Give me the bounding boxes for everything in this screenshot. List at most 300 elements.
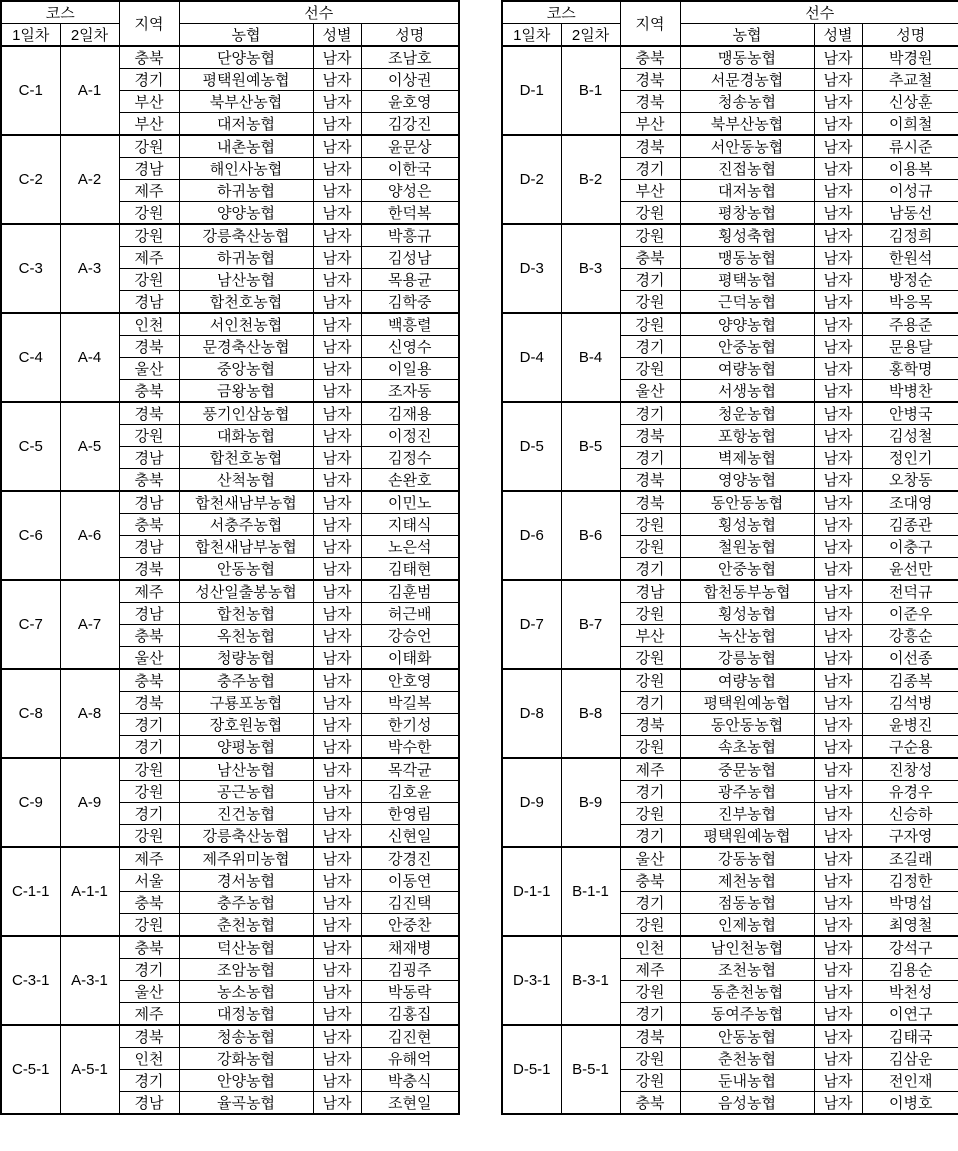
nonghyup-cell: 산척농협 [179,469,313,492]
region-cell: 충북 [119,669,179,692]
gender-cell: 남자 [313,269,361,291]
course-day1-cell: C-5 [1,402,60,491]
player-row [502,224,958,247]
course-day1-cell: C-1 [1,46,60,135]
player-name-cell: 한원석 [862,247,958,269]
player-name-cell: 이연구 [862,1003,958,1026]
player-row [1,402,459,425]
player-row [1,758,459,781]
gender-cell: 남자 [814,1092,862,1115]
player-row [1,1025,459,1048]
player-row [1,580,459,603]
player-name-cell: 김성철 [862,425,958,447]
player-name-cell: 백흥렬 [361,313,459,336]
gender-cell: 남자 [814,914,862,937]
region-cell: 울산 [620,380,680,403]
gender-cell: 남자 [313,91,361,113]
player-name-cell: 이병호 [862,1092,958,1115]
gender-cell: 남자 [313,291,361,314]
player-name-cell: 김종관 [862,514,958,536]
region-cell: 경기 [620,269,680,291]
player-name-cell: 안병국 [862,402,958,425]
nonghyup-cell: 둔내농협 [680,1070,814,1092]
region-cell: 제주 [119,1003,179,1026]
nonghyup-cell: 충주농협 [179,892,313,914]
player-row [502,936,958,959]
player-name-cell: 김종복 [862,669,958,692]
course-day1-cell: C-7 [1,580,60,669]
region-cell: 제주 [119,847,179,870]
player-name-cell: 전덕규 [862,580,958,603]
gender-cell: 남자 [313,914,361,937]
nonghyup-cell: 북부산농협 [179,91,313,113]
player-name-cell: 한영림 [361,803,459,825]
nonghyup-cell: 음성농협 [680,1092,814,1115]
region-cell: 강원 [620,291,680,314]
player-name-cell: 김재용 [361,402,459,425]
player-name-cell: 윤문상 [361,135,459,158]
player-name-cell: 조남호 [361,46,459,69]
region-cell: 경남 [119,1092,179,1115]
gender-cell: 남자 [313,714,361,736]
player-row [502,491,958,514]
region-cell: 경남 [119,291,179,314]
gender-cell: 남자 [814,113,862,136]
gender-cell: 남자 [313,135,361,158]
player-name-cell: 문용달 [862,336,958,358]
player-name-cell: 강석구 [862,936,958,959]
player-name-cell: 윤병진 [862,714,958,736]
gender-cell: 남자 [313,447,361,469]
nonghyup-cell: 옥천농협 [179,625,313,647]
player-name-cell: 이성규 [862,180,958,202]
player-name-cell: 목각균 [361,758,459,781]
nonghyup-cell: 맹동농협 [680,247,814,269]
nonghyup-cell: 횡성농협 [680,514,814,536]
course-day1-cell: C-3 [1,224,60,313]
nonghyup-cell: 공근농협 [179,781,313,803]
gender-cell: 남자 [313,358,361,380]
gender-cell: 남자 [814,135,862,158]
nonghyup-cell: 안양농협 [179,1070,313,1092]
region-cell: 충북 [119,936,179,959]
player-name-cell: 윤호영 [361,91,459,113]
gender-cell: 남자 [814,380,862,403]
nonghyup-cell: 대정농협 [179,1003,313,1026]
gender-cell: 남자 [814,781,862,803]
gender-cell: 남자 [313,336,361,358]
course-day2-cell: B-9 [561,758,620,847]
region-cell: 울산 [119,647,179,670]
region-cell: 강원 [119,825,179,848]
gender-cell: 남자 [313,313,361,336]
player-name-cell: 이용복 [862,158,958,180]
region-cell: 강원 [620,358,680,380]
player-name-cell: 박수한 [361,736,459,759]
region-cell: 강원 [620,313,680,336]
region-cell: 충북 [620,1092,680,1115]
player-name-cell: 김학중 [361,291,459,314]
region-cell: 강원 [620,914,680,937]
course-day1-cell: C-6 [1,491,60,580]
nonghyup-cell: 장호원농협 [179,714,313,736]
gender-cell: 남자 [814,936,862,959]
gender-cell: 남자 [313,69,361,91]
gender-cell: 남자 [814,803,862,825]
region-cell: 제주 [119,247,179,269]
gender-cell: 남자 [814,736,862,759]
gender-cell: 남자 [814,69,862,91]
region-cell: 경기 [620,892,680,914]
nonghyup-cell: 동여주농협 [680,1003,814,1026]
player-name-cell: 박천성 [862,981,958,1003]
nonghyup-cell: 하귀농협 [179,247,313,269]
nonghyup-cell: 진건농협 [179,803,313,825]
header-day1: 1일차 [1,24,60,47]
player-name-cell: 윤선만 [862,558,958,581]
region-cell: 제주 [119,580,179,603]
nonghyup-cell: 횡성축협 [680,224,814,247]
gender-cell: 남자 [313,847,361,870]
player-row [1,135,459,158]
nonghyup-cell: 점동농협 [680,892,814,914]
header-name: 성명 [361,24,459,47]
region-cell: 강원 [620,1048,680,1070]
nonghyup-cell: 철원농협 [680,536,814,558]
course-day2-cell: B-4 [561,313,620,402]
region-cell: 경북 [620,69,680,91]
course-day2-cell: A-4 [60,313,119,402]
region-cell: 경기 [620,158,680,180]
player-name-cell: 허근배 [361,603,459,625]
player-name-cell: 안중찬 [361,914,459,937]
gender-cell: 남자 [313,781,361,803]
region-cell: 경남 [119,158,179,180]
gender-cell: 남자 [814,224,862,247]
nonghyup-cell: 조암농협 [179,959,313,981]
player-name-cell: 조현일 [361,1092,459,1115]
course-day2-cell: B-5-1 [561,1025,620,1114]
region-cell: 제주 [119,180,179,202]
gender-cell: 남자 [814,425,862,447]
player-name-cell: 조대영 [862,491,958,514]
player-name-cell: 신현일 [361,825,459,848]
player-name-cell: 이동연 [361,870,459,892]
course-day1-cell: D-9 [502,758,561,847]
nonghyup-cell: 녹산농협 [680,625,814,647]
nonghyup-cell: 구룡포농협 [179,692,313,714]
nonghyup-cell: 서생농협 [680,380,814,403]
nonghyup-cell: 금왕농협 [179,380,313,403]
player-name-cell: 구순용 [862,736,958,759]
region-cell: 충북 [119,380,179,403]
gender-cell: 남자 [313,380,361,403]
table-body [502,46,958,1114]
player-name-cell: 이준우 [862,603,958,625]
nonghyup-cell: 남인천농협 [680,936,814,959]
region-cell: 경북 [119,558,179,581]
gender-cell: 남자 [814,536,862,558]
nonghyup-cell: 평택원예농협 [680,825,814,848]
region-cell: 강원 [620,647,680,670]
player-name-cell: 박동락 [361,981,459,1003]
region-cell: 충북 [119,514,179,536]
player-name-cell: 김진택 [361,892,459,914]
region-cell: 강원 [119,269,179,291]
gender-cell: 남자 [313,936,361,959]
player-row [502,758,958,781]
player-name-cell: 주용준 [862,313,958,336]
region-cell: 충북 [620,46,680,69]
gender-cell: 남자 [313,202,361,225]
gender-cell: 남자 [313,803,361,825]
gender-cell: 남자 [814,959,862,981]
player-name-cell: 방정순 [862,269,958,291]
course-day1-cell: C-4 [1,313,60,402]
gender-cell: 남자 [814,758,862,781]
nonghyup-cell: 안동농협 [680,1025,814,1048]
gender-cell: 남자 [313,1070,361,1092]
player-name-cell: 조자동 [361,380,459,403]
region-cell: 경남 [620,580,680,603]
player-name-cell: 박흥규 [361,224,459,247]
header-day1: 1일차 [502,24,561,47]
nonghyup-cell: 덕산농협 [179,936,313,959]
nonghyup-cell: 동안동농협 [680,491,814,514]
nonghyup-cell: 중문농협 [680,758,814,781]
nonghyup-cell: 강화농협 [179,1048,313,1070]
nonghyup-cell: 합천호농협 [179,447,313,469]
player-name-cell: 구자영 [862,825,958,848]
gender-cell: 남자 [814,402,862,425]
player-name-cell: 박병찬 [862,380,958,403]
player-name-cell: 신영수 [361,336,459,358]
gender-cell: 남자 [814,981,862,1003]
player-name-cell: 김홍집 [361,1003,459,1026]
region-cell: 강원 [620,669,680,692]
header-name: 성명 [862,24,958,47]
course-day2-cell: A-6 [60,491,119,580]
gender-cell: 남자 [814,491,862,514]
gender-cell: 남자 [814,1003,862,1026]
region-cell: 부산 [620,180,680,202]
nonghyup-cell: 인제농협 [680,914,814,937]
gender-cell: 남자 [814,336,862,358]
player-name-cell: 이희철 [862,113,958,136]
player-row [1,847,459,870]
player-row [502,313,958,336]
course-day2-cell: A-1 [60,46,119,135]
gender-cell: 남자 [814,1025,862,1048]
nonghyup-cell: 광주농협 [680,781,814,803]
region-cell: 경북 [119,336,179,358]
course-day1-cell: D-2 [502,135,561,224]
region-cell: 경북 [620,1025,680,1048]
table-body [1,46,459,1114]
player-name-cell: 양성은 [361,180,459,202]
player-name-cell: 추교철 [862,69,958,91]
region-cell: 강원 [620,736,680,759]
course-day1-cell: C-1-1 [1,847,60,936]
gender-cell: 남자 [313,1048,361,1070]
player-name-cell: 정인기 [862,447,958,469]
nonghyup-cell: 단양농협 [179,46,313,69]
course-day2-cell: A-7 [60,580,119,669]
region-cell: 강원 [119,425,179,447]
nonghyup-cell: 제주위미농협 [179,847,313,870]
gender-cell: 남자 [814,514,862,536]
course-day2-cell: B-8 [561,669,620,758]
gender-cell: 남자 [814,313,862,336]
region-cell: 충북 [119,625,179,647]
player-name-cell: 이상권 [361,69,459,91]
gender-cell: 남자 [814,291,862,314]
region-cell: 경기 [620,1003,680,1026]
region-cell: 경북 [620,491,680,514]
course-day2-cell: B-2 [561,135,620,224]
nonghyup-cell: 남산농협 [179,758,313,781]
nonghyup-cell: 남산농협 [179,269,313,291]
gender-cell: 남자 [814,692,862,714]
player-row [502,847,958,870]
player-name-cell: 진창성 [862,758,958,781]
course-day1-cell: D-3 [502,224,561,313]
course-day1-cell: C-8 [1,669,60,758]
gender-cell: 남자 [313,825,361,848]
nonghyup-cell: 여량농협 [680,358,814,380]
player-row [502,580,958,603]
region-cell: 인천 [119,1048,179,1070]
gender-cell: 남자 [814,847,862,870]
player-name-cell: 조길래 [862,847,958,870]
nonghyup-cell: 동춘천농협 [680,981,814,1003]
region-cell: 경남 [119,603,179,625]
gender-cell: 남자 [814,870,862,892]
region-cell: 제주 [620,758,680,781]
player-name-cell: 박명섭 [862,892,958,914]
player-name-cell: 이정진 [361,425,459,447]
gender-cell: 남자 [814,358,862,380]
player-name-cell: 지태식 [361,514,459,536]
header-course: 코스 [502,1,620,24]
region-cell: 충북 [119,46,179,69]
gender-cell: 남자 [313,113,361,136]
player-name-cell: 목용균 [361,269,459,291]
player-row [502,1025,958,1048]
player-name-cell: 손완호 [361,469,459,492]
nonghyup-cell: 합천동부농협 [680,580,814,603]
player-name-cell: 이태화 [361,647,459,670]
player-name-cell: 김강진 [361,113,459,136]
header-nonghyup: 농협 [179,24,313,47]
player-name-cell: 김정한 [862,870,958,892]
region-cell: 경북 [620,91,680,113]
nonghyup-cell: 안중농협 [680,336,814,358]
player-name-cell: 김정희 [862,224,958,247]
region-cell: 경북 [620,425,680,447]
nonghyup-cell: 청송농협 [179,1025,313,1048]
course-day1-cell: D-1 [502,46,561,135]
player-name-cell: 김굉주 [361,959,459,981]
course-day2-cell: B-5 [561,402,620,491]
gender-cell: 남자 [814,892,862,914]
nonghyup-cell: 서안동농협 [680,135,814,158]
player-name-cell: 신상훈 [862,91,958,113]
region-cell: 경북 [620,714,680,736]
player-name-cell: 강흥순 [862,625,958,647]
header-player: 선수 [179,1,459,24]
pairing-table-right [501,0,958,1115]
nonghyup-cell: 조천농협 [680,959,814,981]
gender-cell: 남자 [814,1048,862,1070]
region-cell: 경기 [620,558,680,581]
player-name-cell: 오창동 [862,469,958,492]
region-cell: 강원 [620,803,680,825]
gender-cell: 남자 [313,46,361,69]
region-cell: 강원 [620,1070,680,1092]
nonghyup-cell: 동안동농협 [680,714,814,736]
gender-cell: 남자 [313,892,361,914]
player-name-cell: 홍학명 [862,358,958,380]
nonghyup-cell: 제천농협 [680,870,814,892]
player-name-cell: 이민노 [361,491,459,514]
nonghyup-cell: 서인천농협 [179,313,313,336]
nonghyup-cell: 평택원예농협 [179,69,313,91]
nonghyup-cell: 대저농협 [680,180,814,202]
course-day2-cell: B-7 [561,580,620,669]
player-row [1,491,459,514]
course-day2-cell: B-1 [561,46,620,135]
course-day2-cell: A-9 [60,758,119,847]
course-day2-cell: A-8 [60,669,119,758]
region-cell: 경남 [119,536,179,558]
nonghyup-cell: 풍기인삼농협 [179,402,313,425]
region-cell: 경기 [620,692,680,714]
nonghyup-cell: 포항농협 [680,425,814,447]
region-cell: 인천 [620,936,680,959]
course-day1-cell: C-2 [1,135,60,224]
gender-cell: 남자 [313,603,361,625]
region-cell: 경기 [620,336,680,358]
course-day2-cell: A-1-1 [60,847,119,936]
gender-cell: 남자 [313,1092,361,1115]
gender-cell: 남자 [313,469,361,492]
gender-cell: 남자 [313,158,361,180]
course-day1-cell: D-8 [502,669,561,758]
nonghyup-cell: 청송농협 [680,91,814,113]
course-day1-cell: D-6 [502,491,561,580]
nonghyup-cell: 율곡농협 [179,1092,313,1115]
region-cell: 강원 [620,981,680,1003]
player-name-cell: 김석병 [862,692,958,714]
gender-cell: 남자 [313,669,361,692]
header-player: 선수 [680,1,958,24]
region-cell: 경기 [119,69,179,91]
course-day1-cell: C-9 [1,758,60,847]
player-row [502,46,958,69]
header-nonghyup: 농협 [680,24,814,47]
gender-cell: 남자 [313,870,361,892]
region-cell: 경남 [119,491,179,514]
nonghyup-cell: 중앙농협 [179,358,313,380]
player-name-cell: 한기성 [361,714,459,736]
course-day1-cell: D-3-1 [502,936,561,1025]
player-row [1,224,459,247]
region-cell: 경북 [119,1025,179,1048]
nonghyup-cell: 경서농협 [179,870,313,892]
nonghyup-cell: 합천농협 [179,603,313,625]
nonghyup-cell: 평택농협 [680,269,814,291]
